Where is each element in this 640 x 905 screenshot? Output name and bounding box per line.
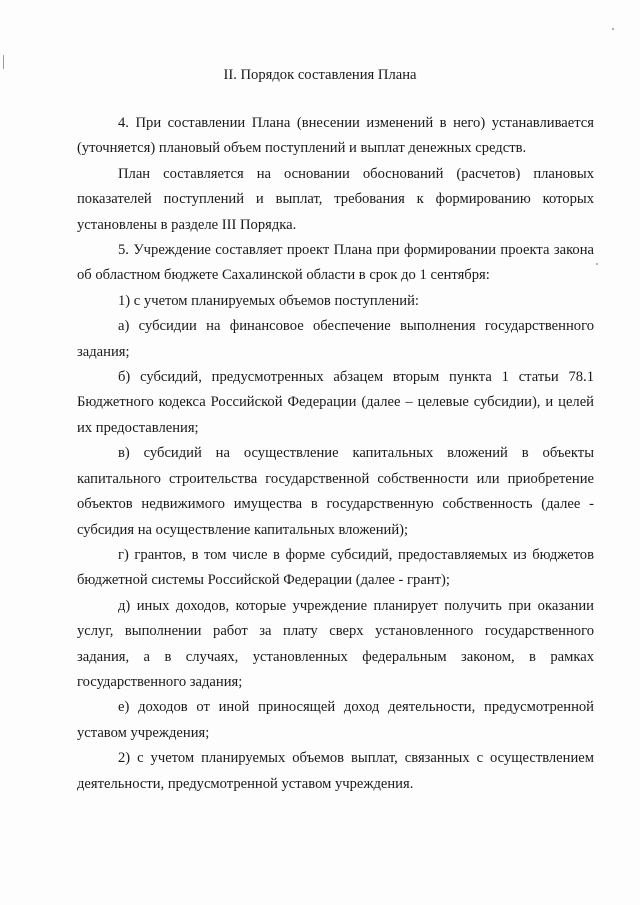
list-item-b: б) субсидий, предусмотренных абзацем вторым пункта 1 статьи 78.1 Бюджетного кодекса Российской Федерации (далее – целевые субсидии), и целей их предоставления; bbox=[77, 369, 594, 436]
scan-speck bbox=[596, 263, 598, 265]
scan-speck bbox=[612, 28, 614, 30]
list-item-1: 1) с учетом планируемых объемов поступлений: bbox=[118, 292, 419, 309]
scan-speck bbox=[3, 55, 4, 69]
list-item-2: 2) с учетом планируемых объемов выплат, связанных с осуществлением деятельности, предусмотренной уставом учреждения. bbox=[77, 750, 594, 792]
section-heading: II. Порядок составления Плана bbox=[223, 67, 417, 83]
document-body bbox=[77, 111, 594, 797]
paragraph-5: 5. Учреждение составляет проект Плана при формировании проекта закона об областном бюджете Сахалинской области в срок до 1 сентября: bbox=[77, 242, 594, 284]
list-item-d: д) иных доходов, которые учреждение планирует получить при оказании услуг, выполнении работ за плату сверх установленного государственного задания, а в случаях, установленных федеральным законом, в рамках государственного задания; bbox=[77, 597, 594, 690]
list-item-e: е) доходов от иной приносящей доход деятельности, предусмотренной уставом учреждения; bbox=[77, 699, 594, 741]
list-item-v: в) субсидий на осуществление капитальных вложений в объекты капитального строительства государственной собственности или приобретение объектов недвижимого имущества в государственную собственность (далее - субсидия на осуществление капитальных вложений); bbox=[77, 445, 594, 538]
list-item-a: а) субсидии на финансовое обеспечение выполнения государственного задания; bbox=[77, 318, 594, 360]
list-item-g: г) грантов, в том числе в форме субсидий, предоставляемых из бюджетов бюджетной системы Российской Федерации (далее - грант); bbox=[77, 546, 594, 589]
paragraph-plan-basis: План составляется на основании обоснований (расчетов) плановых показателей поступлений и выплат, требования к формированию которых установлены в разделе III Порядка. bbox=[77, 165, 594, 233]
paragraph-4: 4. При составлении Плана (внесении изменений в него) устанавливается (уточняется) плановый объем поступлений и выплат денежных средств. bbox=[77, 115, 594, 157]
